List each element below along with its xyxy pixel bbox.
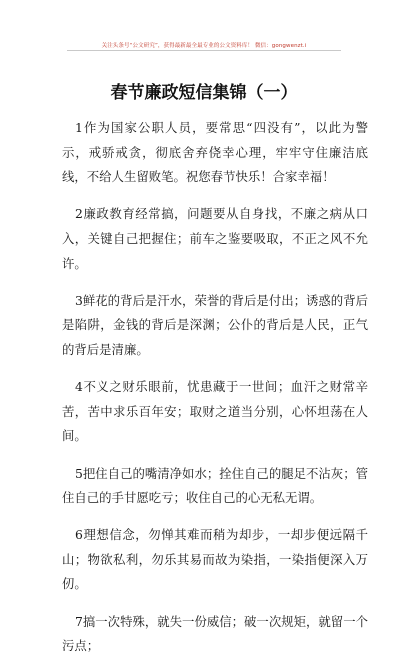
paragraph-3: 3鲜花的背后是汗水，荣誉的背后是付出；诱惑的背后是陷阱，金钱的背后是深渊；公仆的背后是人民，正气的背后是清廉。	[62, 292, 368, 357]
paragraph-1: 1作为国家公职人员，要常思“四没有”，以此为警示，戒骄戒贪，彻底舍弃侥幸心理，牢牢守住廉洁底线，不给人生留败笔。祝您春节快乐！合家幸福！	[62, 120, 368, 185]
paragraph-2: 2廉政教育经常搞，问题要从自身找，不廉之病从口入，关键自己把握住；前车之鉴要吸取，不正之风不允许。	[62, 206, 368, 271]
document-body	[62, 116, 368, 671]
paragraph-7: 7搞一次特殊，就失一份威信；破一次规矩，就留一个污点；	[62, 613, 368, 654]
paragraph-6: 6理想信念，勿惮其难而稍为却步，一却步便远隔千山；物欲私利，勿乐其易而故为染指，一染指便深入万仞。	[62, 527, 368, 592]
header-promo-note: 关注头条号“公文研究”，获得最新最全最专业的公文资料库！ 微信：gongwenzt.i	[101, 43, 307, 49]
document-title: 春节廉政短信集锦（一）	[110, 83, 298, 103]
paragraph-4: 4不义之财乐眼前，忧患藏于一世间；血汗之财常辛苦，苦中求乐百年安；取财之道当分别，心怀坦荡在人间。	[62, 379, 368, 444]
paragraph-5: 5把住自己的嘴清净如水；拴住自己的腿足不沾灰；管住自己的手甘愿吃亏；收住自己的心无私无谓。	[62, 465, 368, 506]
header-divider	[67, 50, 341, 51]
